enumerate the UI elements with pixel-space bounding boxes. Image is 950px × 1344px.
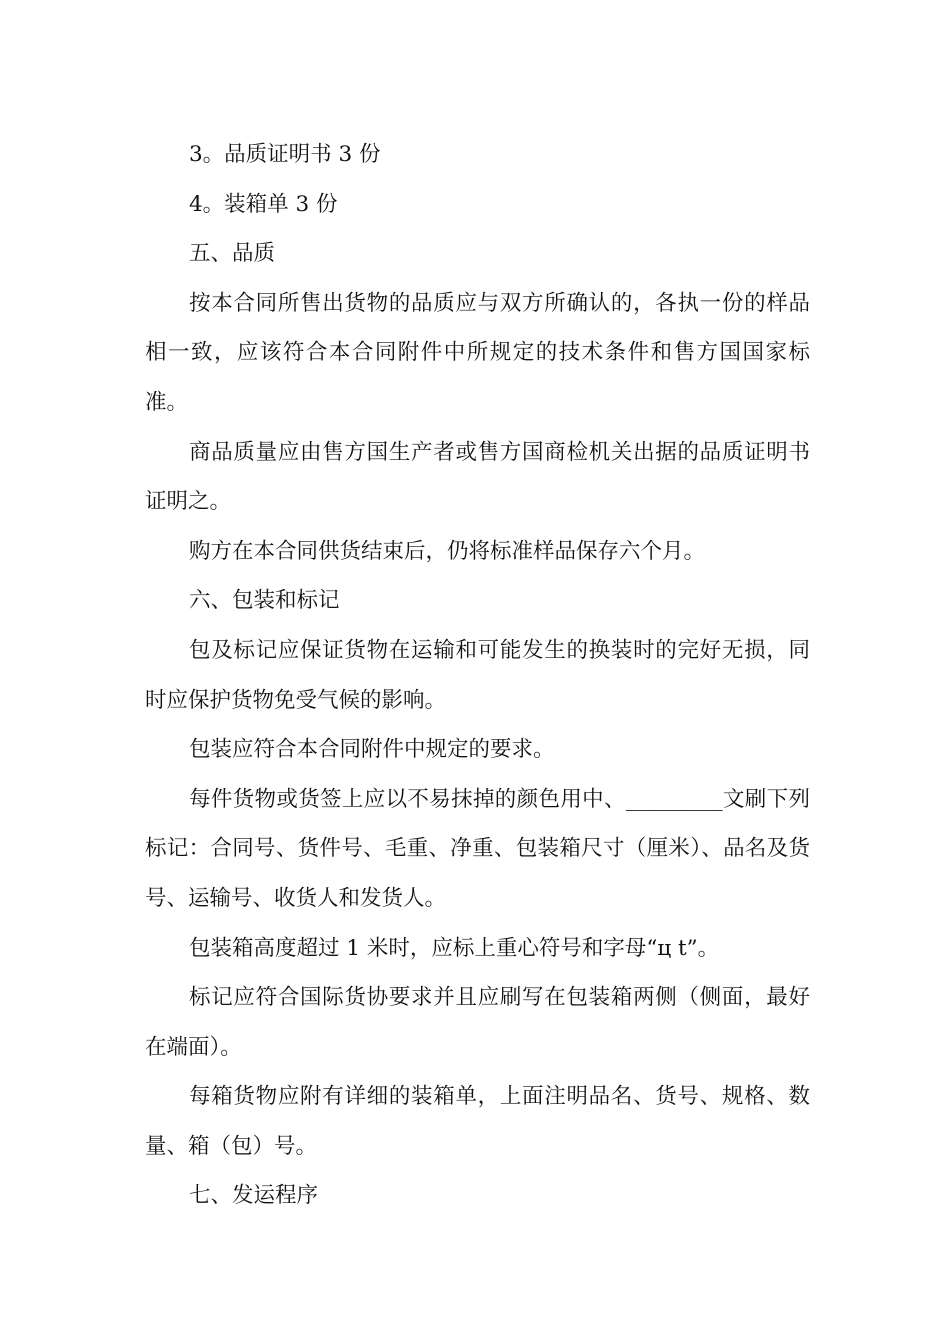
section-heading-quality: 五、品质 [189, 241, 276, 267]
section-heading-shipping-procedure: 七、发运程序 [189, 1183, 319, 1209]
paragraph-quality-samples: 按本合同所售出货物的品质应与双方所确认的，各执一份的样品相一致，应该符合本合同附件中所规定的技术条件和售方国国家标准。 [145, 290, 810, 415]
paragraph-packing-protection: 包及标记应保证货物在运输和可能发生的换装时的完好无损，同时应保护货物免受气候的影响。 [145, 637, 810, 713]
paragraph-packing-requirements: 包装应符合本合同附件中规定的要求。 [189, 737, 555, 763]
paragraph-quality-certificate-item: 3。品质证明书 3 份 [189, 142, 381, 167]
paragraph-marking-placement: 标记应符合国际货协要求并且应刷写在包装箱两侧（侧面，最好在端面）。 [145, 985, 810, 1060]
paragraph-packing-list-item: 4。装箱单 3 份 [189, 191, 338, 217]
paragraph-sample-retention: 购方在本合同供货结束后，仍将标准样品保存六个月。 [189, 538, 706, 564]
paragraph-packing-list-detail: 每箱货物应附有详细的装箱单，上面注明品名、货号、规格、数量、箱（包）号。 [145, 1084, 810, 1159]
paragraph-center-of-gravity: 包装箱高度超过 1 米时，应标上重心符号和字母“ц t”。 [189, 935, 720, 961]
section-heading-packing-marking: 六、包装和标记 [189, 588, 340, 614]
paragraph-quality-certificate: 商品质量应由售方国生产者或售方国商检机关出据的品质证明书证明之。 [145, 439, 810, 515]
paragraph-marking-content: 每件货物或货签上应以不易抹掉的颜色用中、_________文刷下列标记：合同号、货件号、毛重、净重、包装箱尺寸（厘米）、品名及货号、运输号、收货人和发货人。 [145, 786, 810, 911]
document-body [145, 130, 810, 1221]
